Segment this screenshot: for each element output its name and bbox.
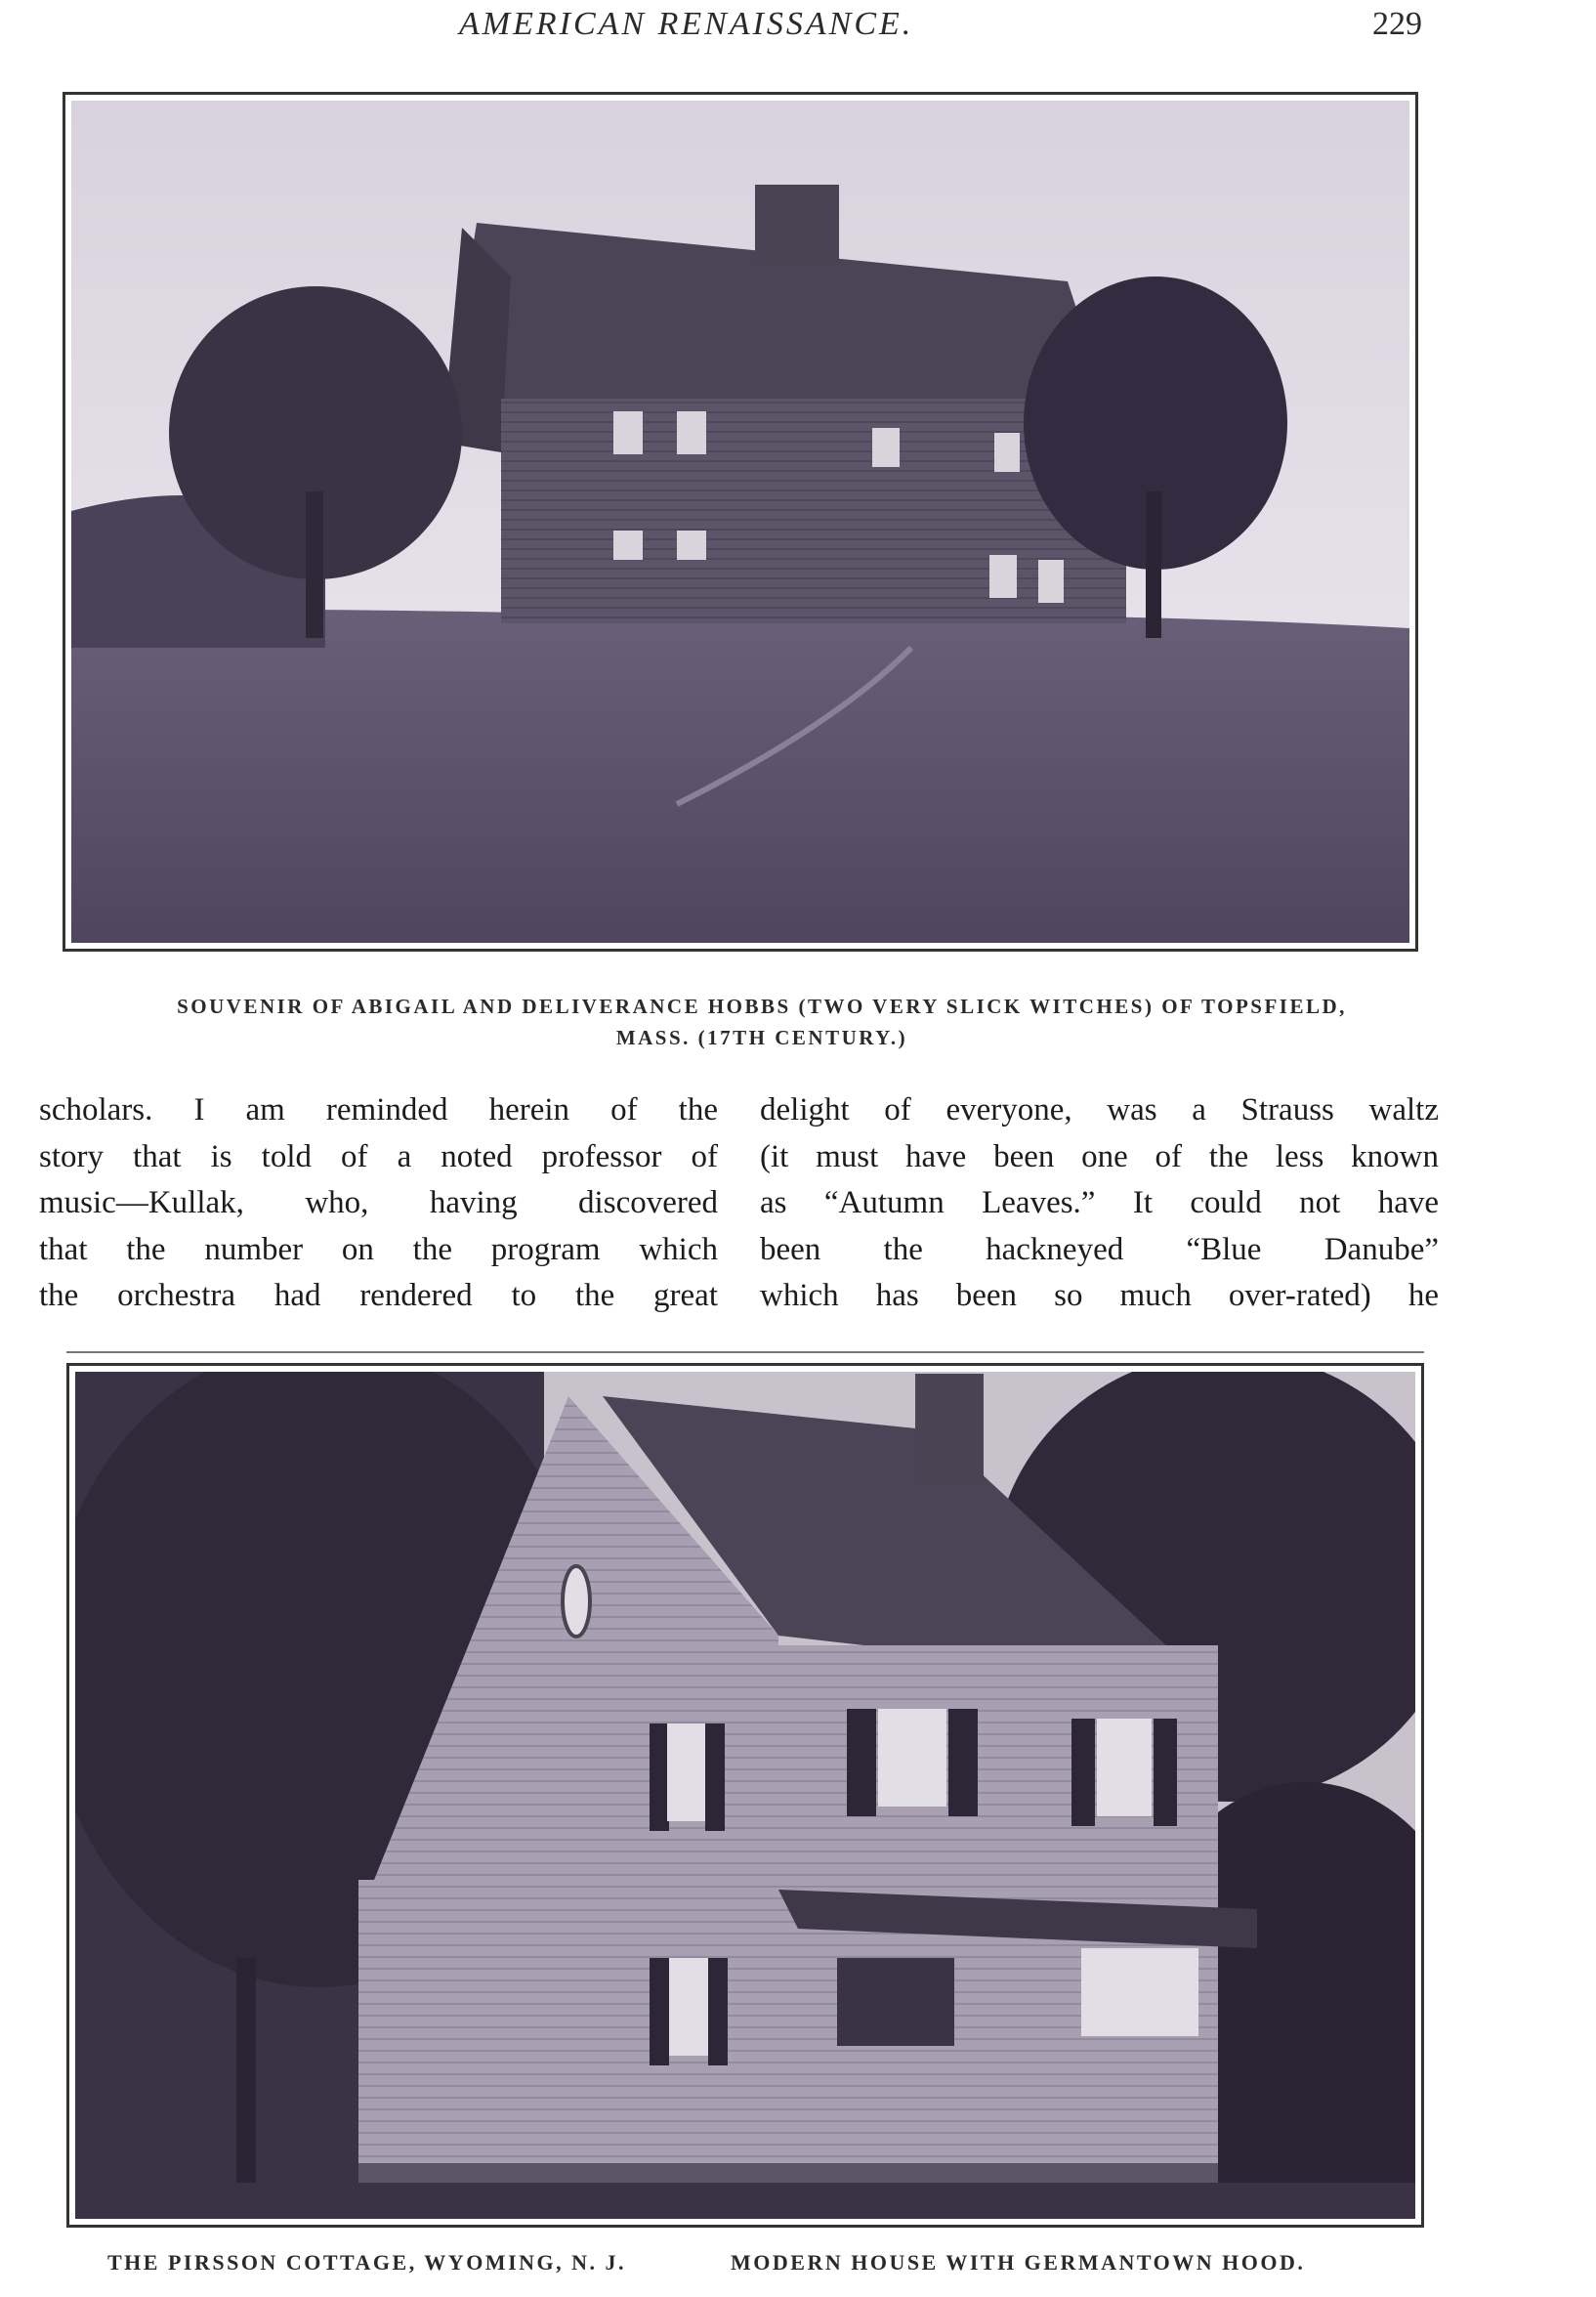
text-line: which has been so much over-rated) he	[760, 1278, 1439, 1313]
figure-1-caption-line-2: MASS. (17TH CENTURY.)	[615, 1026, 908, 1049]
text-line: as “Autumn Leaves.” It could not have	[760, 1185, 1439, 1220]
text-line: delight of everyone, was a Strauss waltz	[760, 1092, 1439, 1127]
figure-1-caption	[39, 991, 1485, 1053]
photo-pirsson-cottage	[66, 1363, 1424, 2228]
text-column-left	[39, 1087, 718, 1320]
text-column-right	[760, 1087, 1439, 1320]
figure-2-caption-right: MODERN HOUSE WITH GERMANTOWN HOOD.	[731, 2250, 1306, 2275]
text-line: music—Kullak, who, having discovered	[39, 1185, 718, 1220]
text-line: (it must have been one of the less known	[760, 1138, 1439, 1174]
hobbs-house-illustration	[71, 101, 1409, 943]
text-line: that the number on the program which	[39, 1231, 718, 1267]
text-line: story that is told of a noted professor of	[39, 1138, 718, 1174]
divider-rule	[66, 1351, 1424, 1353]
figure-2-caption-left: THE PIRSSON COTTAGE, WYOMING, N. J.	[107, 2250, 627, 2275]
page-number: 229	[1372, 6, 1422, 42]
text-line: the orchestra had rendered to the great	[39, 1278, 718, 1313]
running-header-title: AMERICAN RENAISSANCE.	[459, 6, 914, 42]
pirsson-cottage-illustration	[75, 1372, 1415, 2219]
figure-1-caption-line-1: SOUVENIR OF ABIGAIL AND DELIVERANCE HOBBS (TWO VERY SLICK WITCHES) OF TOPSFIELD,	[177, 995, 1347, 1018]
text-line: been the hackneyed “Blue Danube”	[760, 1231, 1439, 1267]
text-line: scholars. I am reminded herein of the	[39, 1092, 718, 1127]
photo-hobbs-house	[63, 92, 1418, 952]
